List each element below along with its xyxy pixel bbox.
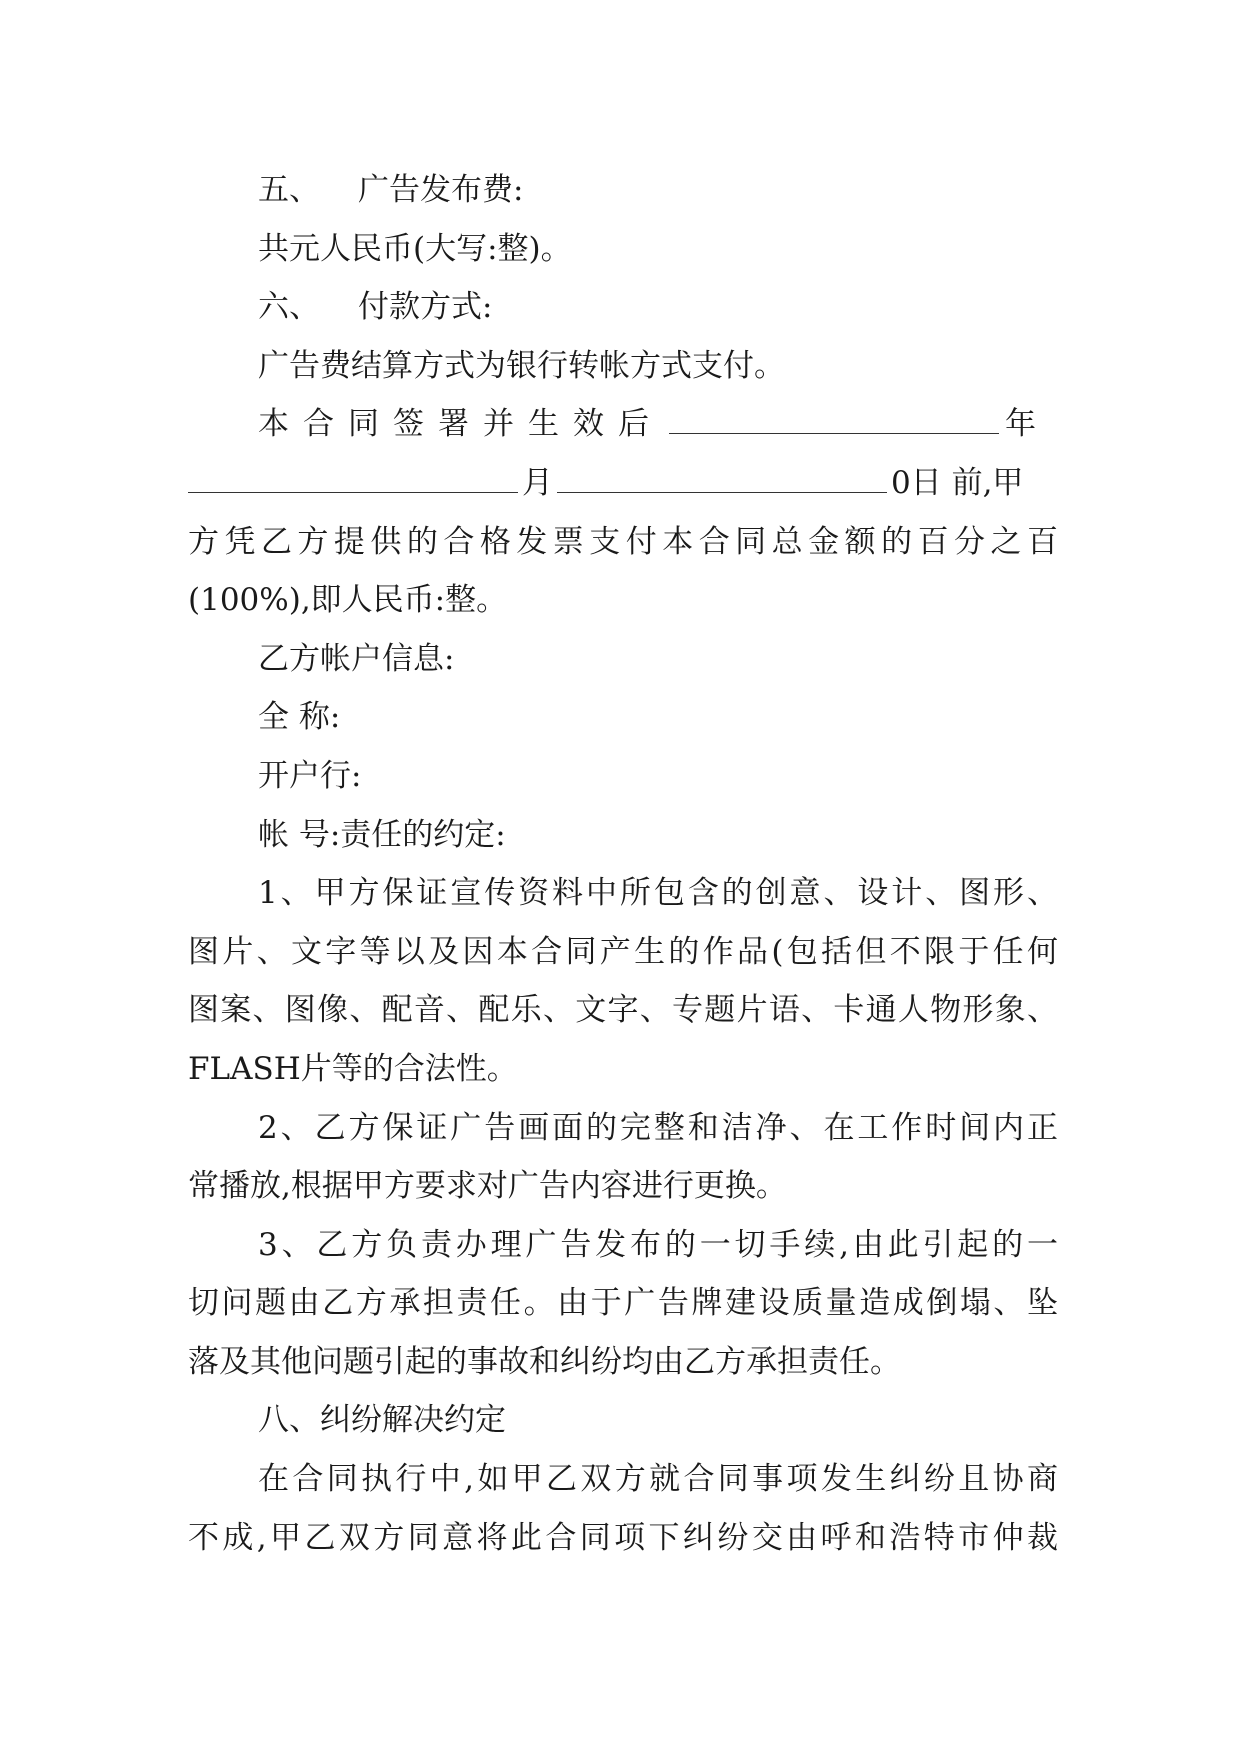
item-1-line-1: 1、甲方保证宣传资料中所包含的创意、设计、图形、 [258,875,1058,912]
section-8-title: 八、纠纷解决约定 [258,1402,506,1439]
payment-date-prefix: 本合同签署并生效后 [258,406,663,443]
payment-date-line-2 [188,454,1058,513]
item-1-line-2: 图片、文字等以及因本合同产生的作品(包括但不限于任何 [188,933,1058,970]
month-prefix-blank [188,458,518,493]
payment-amount-line: (100%),即人民币:整。 [188,582,508,619]
account-number-field: 帐 号:责任的约定: [258,816,506,853]
contract-text [188,161,1058,1567]
section-5-body: 共元人民币(大写:整)。 [258,230,572,267]
section-5-title [188,161,1058,220]
year-label: 年 [1005,406,1036,443]
section-number: 六、 [258,289,320,326]
item-1-line-4: FLASH片等的合法性。 [188,1050,518,1087]
section-number: 五、 [258,172,320,208]
section-heading: 广告发布费: [358,172,524,208]
day-label: 0日 前,甲 [891,464,1024,501]
item-3-line-1: 3、乙方负责办理广告发布的一切手续,由此引起的一 [258,1226,1058,1263]
payment-method-line: 广告费结算方式为银行转帐方式支付。 [258,347,785,384]
section-heading: 付款方式: [358,289,493,326]
item-3-line-2: 切问题由乙方承担责任。由于广告牌建设质量造成倒塌、坠 [188,1285,1058,1322]
month-label: 月 [522,464,553,501]
section-6-title [188,278,1058,337]
account-info-title: 乙方帐户信息: [258,640,455,677]
year-blank [669,399,999,434]
account-name-field: 全 称: [258,699,341,736]
section-8-line-2: 不成,甲乙双方同意将此合同项下纠纷交由呼和浩特市仲裁 [188,1519,1058,1556]
day-blank [557,458,887,493]
account-bank-field: 开户行: [258,757,362,794]
payment-date-line-1 [188,395,1058,454]
section-8-line-1: 在合同执行中,如甲乙双方就合同事项发生纠纷且协商 [258,1461,1058,1498]
item-2-line-2: 常播放,根据甲方要求对广告内容进行更换。 [188,1168,787,1205]
item-1-line-3: 图案、图像、配音、配乐、文字、专题片语、卡通人物形象、 [188,992,1058,1029]
item-2-line-1: 2、乙方保证广告画面的完整和洁净、在工作时间内正 [258,1109,1058,1146]
item-3-line-3: 落及其他问题引起的事故和纠纷均由乙方承担责任。 [188,1343,901,1380]
payment-terms-line: 方凭乙方提供的合格发票支付本合同总金额的百分之百 [188,523,1058,560]
